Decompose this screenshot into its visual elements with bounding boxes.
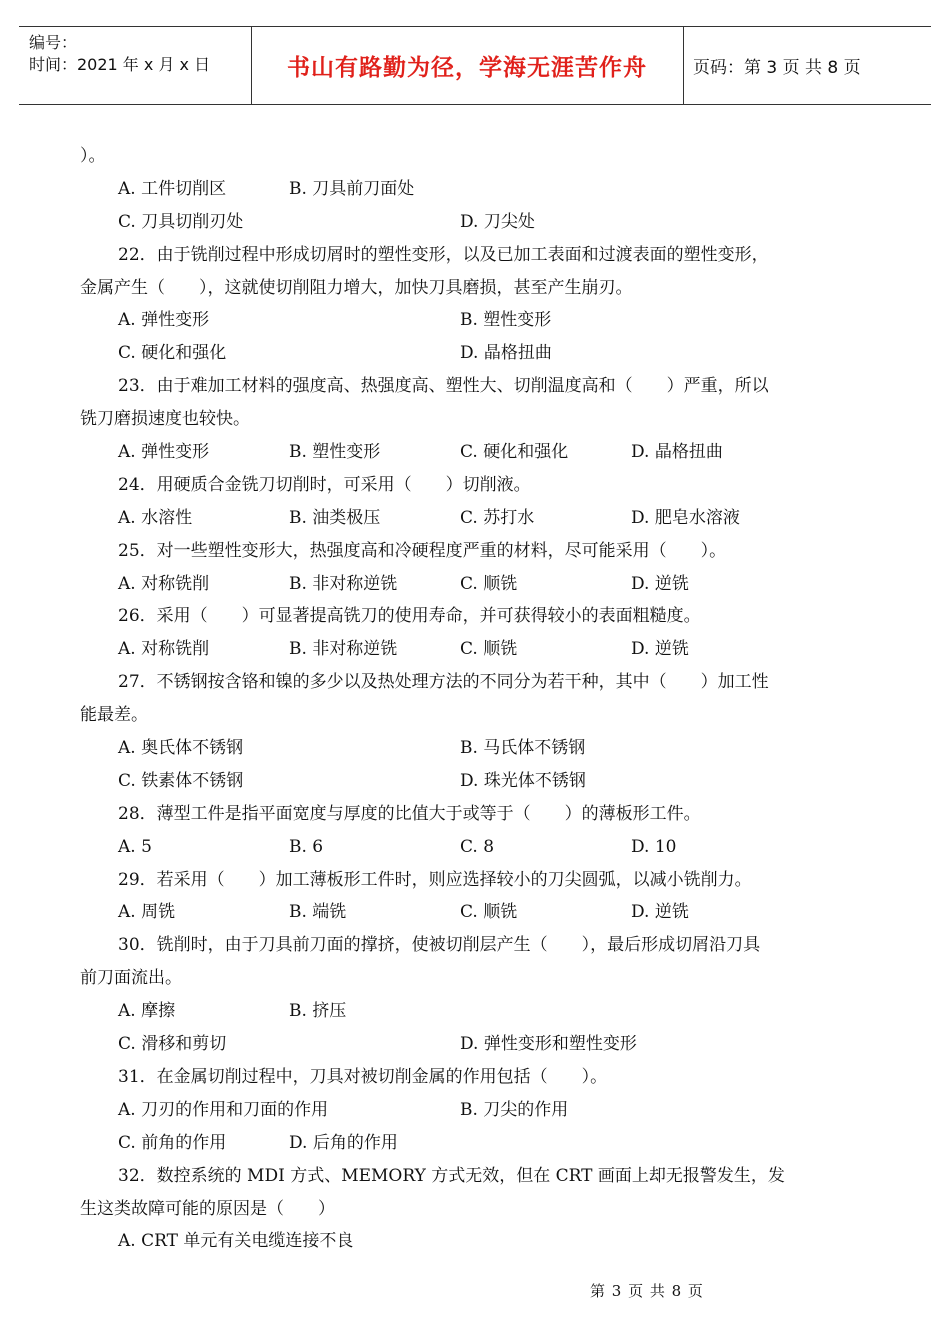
options-row xyxy=(80,1225,880,1258)
line-text: 29．若采用（ ）加工薄板形工件时，则应选择较小的刀尖圆弧，以减小铣削力。 xyxy=(118,869,752,890)
text-line xyxy=(80,535,880,568)
line-text: 31．在金属切削过程中，刀具对被切削金属的作用包括（ ）。 xyxy=(118,1066,608,1087)
answer-option: D. 肥皂水溶液 xyxy=(631,507,740,528)
answer-option: B. 非对称逆铣 xyxy=(289,639,398,660)
answer-option: A. 刀刃的作用和刀面的作用 xyxy=(118,1099,329,1120)
header-meta xyxy=(29,32,210,76)
line-text: 23．由于难加工材料的强度高、热强度高、塑性大、切削温度高和（ ）严重，所以 xyxy=(118,376,769,397)
text-line xyxy=(80,929,880,962)
text-line xyxy=(80,864,880,897)
options-row xyxy=(80,568,880,601)
line-text: 32．数控系统的 MDI 方式、MEMORY 方式无效，但在 CRT 画面上却无报警发生，发 xyxy=(118,1165,785,1186)
text-line xyxy=(80,1160,880,1193)
line-text: 22．由于铣削过程中形成切屑时的塑性变形，以及已加工表面和过渡表面的塑性变形， xyxy=(118,244,769,265)
header-page-info: 页码：第 3 页 共 8 页 xyxy=(693,58,861,78)
answer-option: B. 6 xyxy=(289,836,324,857)
answer-option: D. 弹性变形和塑性变形 xyxy=(460,1034,637,1055)
answer-option: D. 晶格扭曲 xyxy=(460,343,552,364)
time-label: 时间：2021 年 x 月 x 日 xyxy=(29,55,211,74)
answer-option: A. 工件切削区 xyxy=(118,178,227,199)
options-row xyxy=(80,304,880,337)
answer-option: C. 顺铣 xyxy=(460,639,518,660)
answer-option: C. 8 xyxy=(460,836,495,857)
options-row xyxy=(80,173,880,206)
options-row xyxy=(80,831,880,864)
answer-option: A. 5 xyxy=(118,836,152,857)
line-text: 30．铣削时，由于刀具前刀面的撑挤，使被切削层产生（ ），最后形成切屑沿刀具 xyxy=(118,935,761,956)
line-text: 28．薄型工件是指平面宽度与厚度的比值大于或等于（ ）的薄板形工件。 xyxy=(118,803,701,824)
answer-option: B. 油类极压 xyxy=(289,507,381,528)
page-footer: 第 3 页 共 8 页 xyxy=(590,1282,704,1300)
text-line xyxy=(80,600,880,633)
text-line xyxy=(80,140,880,173)
text-line xyxy=(80,370,880,403)
question-body xyxy=(80,140,880,1258)
serial-label: 编号： xyxy=(29,33,78,52)
text-line xyxy=(80,272,880,305)
header-divider xyxy=(683,27,684,104)
answer-option: D. 逆铣 xyxy=(631,573,689,594)
text-line xyxy=(80,798,880,831)
header-motto: 书山有路勤为径，学海无涯苦作舟 xyxy=(287,55,647,81)
options-row xyxy=(80,1127,880,1160)
answer-option: D. 后角的作用 xyxy=(289,1132,398,1153)
options-row xyxy=(80,633,880,666)
options-row xyxy=(80,206,880,239)
answer-option: D. 晶格扭曲 xyxy=(631,442,723,463)
line-text: 26．采用（ ）可显著提高铣刀的使用寿命，并可获得较小的表面粗糙度。 xyxy=(118,606,701,627)
line-text: 能最差。 xyxy=(80,705,148,726)
answer-option: A. 弹性变形 xyxy=(118,442,210,463)
line-text: ）。 xyxy=(80,146,106,166)
answer-option: A. 弹性变形 xyxy=(118,310,210,331)
text-line xyxy=(80,469,880,502)
line-text: 前刀面流出。 xyxy=(80,968,182,989)
answer-option: B. 塑性变形 xyxy=(289,442,381,463)
answer-option: B. 非对称逆铣 xyxy=(289,573,398,594)
options-row xyxy=(80,337,880,370)
answer-option: A. 对称铣削 xyxy=(118,639,210,660)
options-row xyxy=(80,995,880,1028)
line-text: 25．对一些塑性变形大，热强度高和冷硬程度严重的材料，尽可能采用（ ）。 xyxy=(118,540,727,561)
text-line xyxy=(80,666,880,699)
answer-option: A. 对称铣削 xyxy=(118,573,210,594)
answer-option: B. 刀尖的作用 xyxy=(460,1099,569,1120)
answer-option: C. 刀具切削刃处 xyxy=(118,211,244,232)
answer-option: A. 摩擦 xyxy=(118,1001,176,1022)
answer-option: C. 前角的作用 xyxy=(118,1132,227,1153)
answer-option: A. 水溶性 xyxy=(118,507,193,528)
answer-option: D. 逆铣 xyxy=(631,639,689,660)
answer-option: B. 端铣 xyxy=(289,902,347,923)
answer-option: A. 奥氏体不锈钢 xyxy=(118,738,244,759)
answer-option: D. 逆铣 xyxy=(631,902,689,923)
options-row xyxy=(80,732,880,765)
answer-option: C. 硬化和强化 xyxy=(118,343,227,364)
text-line xyxy=(80,962,880,995)
line-text: 生这类故障可能的原因是（ ） xyxy=(80,1198,335,1219)
text-line xyxy=(80,1193,880,1226)
options-row xyxy=(80,765,880,798)
options-row xyxy=(80,1028,880,1061)
text-line xyxy=(80,239,880,272)
answer-option: A. 周铣 xyxy=(118,902,176,923)
answer-option: D. 珠光体不锈钢 xyxy=(460,770,586,791)
options-row xyxy=(80,1094,880,1127)
text-line xyxy=(80,403,880,436)
answer-option: D. 刀尖处 xyxy=(460,211,535,232)
answer-option: C. 滑移和剪切 xyxy=(118,1034,227,1055)
answer-option: B. 塑性变形 xyxy=(460,310,552,331)
answer-option: D. 10 xyxy=(631,836,677,857)
answer-option: C. 铁素体不锈钢 xyxy=(118,770,244,791)
answer-option: B. 马氏体不锈钢 xyxy=(460,738,586,759)
line-text: 24．用硬质合金铣刀切削时，可采用（ ）切削液。 xyxy=(118,474,531,495)
answer-option: C. 硬化和强化 xyxy=(460,442,569,463)
answer-option: C. 顺铣 xyxy=(460,573,518,594)
options-row xyxy=(80,896,880,929)
answer-option: C. 苏打水 xyxy=(460,507,535,528)
page-header xyxy=(19,26,931,105)
options-row xyxy=(80,502,880,535)
answer-option: A. CRT 单元有关电缆连接不良 xyxy=(118,1231,354,1252)
line-text: 金属产生（ ），这就使切削阻力增大，加快刀具磨损，甚至产生崩刃。 xyxy=(80,277,633,298)
answer-option: C. 顺铣 xyxy=(460,902,518,923)
text-line xyxy=(80,1061,880,1094)
answer-option: B. 挤压 xyxy=(289,1001,347,1022)
line-text: 铣刀磨损速度也较快。 xyxy=(80,409,250,430)
answer-option: B. 刀具前刀面处 xyxy=(289,178,415,199)
line-text: 27．不锈钢按含铬和镍的多少以及热处理方法的不同分为若干种，其中（ ）加工性 xyxy=(118,672,769,693)
options-row xyxy=(80,436,880,469)
text-line xyxy=(80,699,880,732)
